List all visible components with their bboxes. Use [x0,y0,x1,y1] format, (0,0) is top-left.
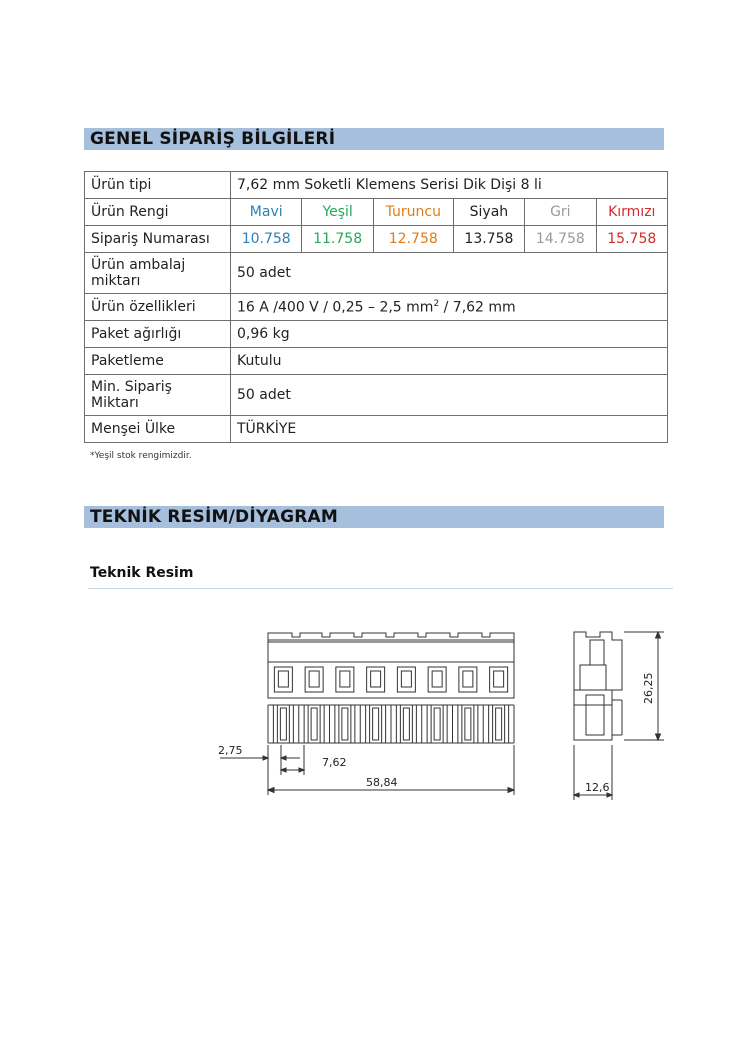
pin-contact [342,708,348,740]
pin-contact [496,708,502,740]
pin-finger [320,705,324,743]
pin-contact [434,708,440,740]
min-order-value: 50 adet [231,375,668,416]
dimension-total-length-label: 58,84 [366,776,398,789]
packing-label: Paketleme [85,348,231,375]
pin-window-inner [371,671,381,687]
pin-finger [458,705,462,743]
pin-finger [335,705,339,743]
color-turuncu: Turuncu [373,199,453,226]
order-number-siyah: 13.758 [453,226,524,253]
features-value-tail: / 7,62 mm [439,299,516,316]
pin-bodies [268,705,514,743]
order-number-kirmizi: 15.758 [596,226,667,253]
order-number-yesil: 11.758 [302,226,373,253]
features-value-main: 16 A /400 V / 0,25 – 2,5 mm [237,299,434,316]
table-row [85,253,668,294]
pin-contact [373,708,379,740]
packaging-qty-value: 50 adet [231,253,668,294]
pin-finger [366,705,370,743]
dimension-height-label: 26,25 [642,672,655,704]
section-title-general-order-info: GENEL SİPARİŞ BİLGİLERİ [84,128,664,150]
heading-divider [88,588,673,589]
pin-window-inner [340,671,350,687]
front-top-profile [268,633,514,640]
pin-finger [474,705,478,743]
side-latch [590,640,604,665]
pin-contact [311,708,317,740]
side-contact-housing [580,665,606,690]
side-outline [574,632,622,740]
technical-drawing [0,600,750,820]
pin-finger [382,705,386,743]
technical-drawing-heading: Teknik Resim [90,565,194,581]
color-yesil: Yeşil [302,199,373,226]
pin-contact [465,708,471,740]
dimension-depth-label: 12,6 [585,781,610,794]
pin-window-inner [401,671,411,687]
pin-finger [412,705,416,743]
side-pin-slot [586,695,604,735]
table-row [85,226,668,253]
stock-color-footnote: *Yeşil stok rengimizdir. [90,451,192,461]
pin-window-inner [494,671,504,687]
pin-finger [505,705,509,743]
table-row [85,294,668,321]
color-gri: Gri [525,199,596,226]
product-type-value: 7,62 mm Soketli Klemens Serisi Dik Dişi 8 li [231,172,668,199]
features-value [231,294,668,321]
pin-window-inner [432,671,442,687]
order-number-mavi: 10.758 [231,226,302,253]
table-row [85,321,668,348]
pin-finger [304,705,308,743]
origin-label: Menşei Ülke [85,416,231,443]
weight-value: 0,96 kg [231,321,668,348]
product-color-label: Ürün Rengi [85,199,231,226]
pin-window-inner [309,671,319,687]
table-row [85,375,668,416]
pin-finger [443,705,447,743]
color-siyah: Siyah [453,199,524,226]
pin-finger [273,705,277,743]
pin-contact [280,708,286,740]
section-title-technical-drawing: TEKNİK RESİM/DİYAGRAM [84,506,664,528]
weight-label: Paket ağırlığı [85,321,231,348]
packing-value: Kutulu [231,348,668,375]
table-row [85,199,668,226]
origin-value: TÜRKİYE [231,416,668,443]
table-row [85,348,668,375]
dimension-pitch-label: 7,62 [322,756,347,769]
pin-finger [289,705,293,743]
front-upper-body [268,642,514,662]
dimension-offset-label: 2,75 [218,744,243,757]
pin-contact [403,708,409,740]
order-number-turuncu: 12.758 [373,226,453,253]
features-value-superscript: 2 [433,298,440,309]
table-row [85,172,668,199]
pin-finger [396,705,400,743]
min-order-label: Min. Sipariş Miktarı [85,375,231,416]
pin-window-inner [278,671,288,687]
features-label: Ürün özellikleri [85,294,231,321]
color-mavi: Mavi [231,199,302,226]
pin-finger [351,705,355,743]
packaging-qty-label: Ürün ambalaj miktarı [85,253,231,294]
pin-window-inner [463,671,473,687]
pin-windows [274,667,507,692]
order-info-table [84,171,668,443]
order-number-label: Sipariş Numarası [85,226,231,253]
side-view [574,632,664,800]
front-view [220,633,514,795]
table-row [85,416,668,443]
dimension-arrows [263,756,286,760]
pin-finger [489,705,493,743]
color-kirmizi: Kırmızı [596,199,667,226]
product-type-label: Ürün tipi [85,172,231,199]
order-number-gri: 14.758 [525,226,596,253]
pin-finger [427,705,431,743]
